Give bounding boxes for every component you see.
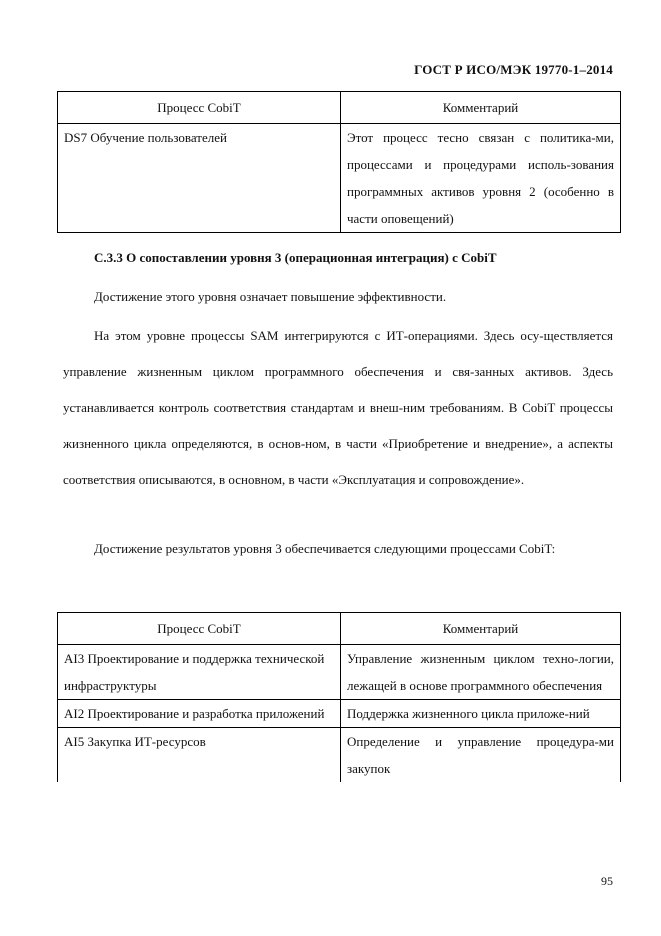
table-row	[58, 645, 621, 700]
table-header-row	[58, 92, 621, 124]
comment-cell: Поддержка жизненного цикла приложе-ний	[341, 700, 621, 728]
paragraph: Достижение этого уровня означает повышение эффективности.	[94, 289, 447, 304]
cobit-table-level2	[57, 91, 621, 233]
column-header-comment: Комментарий	[341, 613, 621, 645]
comment-cell: Управление жизненным циклом техно-логии, лежащей в основе программного обеспечения	[341, 645, 621, 700]
comment-cell: Этот процесс тесно связан с политика-ми, процессами и процедурами исполь-зования программных активов уровня 2 (особенно в части оповещений)	[341, 124, 621, 233]
paragraph: На этом уровне процессы SAM интегрируются с ИТ-операциями. Здесь осу-ществляется управление жизненным циклом программного обеспечения и свя-занных активов. Здесь устанавливается контроль соответствия стандартам и внеш-ним требованиям. В CobiT процессы жизненного цикла определяются, в основ-ном, в части «Приобретение и внедрение», а аспекты соответствия описываются, в основном, в части «Эксплуатация и сопровождение».	[63, 328, 613, 487]
table-row	[58, 124, 621, 233]
comment-cell: Определение и управление процедура-ми закупок	[341, 728, 621, 783]
process-cell: AI5 Закупка ИТ-ресурсов	[58, 728, 341, 783]
cobit-table-level3	[57, 612, 621, 782]
column-header-process: Процесс CobiT	[58, 92, 341, 124]
column-header-process: Процесс CobiT	[58, 613, 341, 645]
table-row	[58, 700, 621, 728]
section-heading: С.3.3 О сопоставлении уровня 3 (операционная интеграция) с CobiT	[94, 250, 497, 265]
table-row	[58, 728, 621, 783]
table-header-row	[58, 613, 621, 645]
process-cell: AI2 Проектирование и разработка приложений	[58, 700, 341, 728]
paragraph: Достижение результатов уровня 3 обеспечивается следующими процессами CobiT:	[94, 541, 556, 556]
column-header-comment: Комментарий	[341, 92, 621, 124]
page-number: 95	[601, 874, 613, 888]
document-code: ГОСТ Р ИСО/МЭК 19770-1–2014	[414, 62, 613, 77]
process-cell: DS7 Обучение пользователей	[58, 124, 341, 233]
process-cell: AI3 Проектирование и поддержка технической инфраструктуры	[58, 645, 341, 700]
